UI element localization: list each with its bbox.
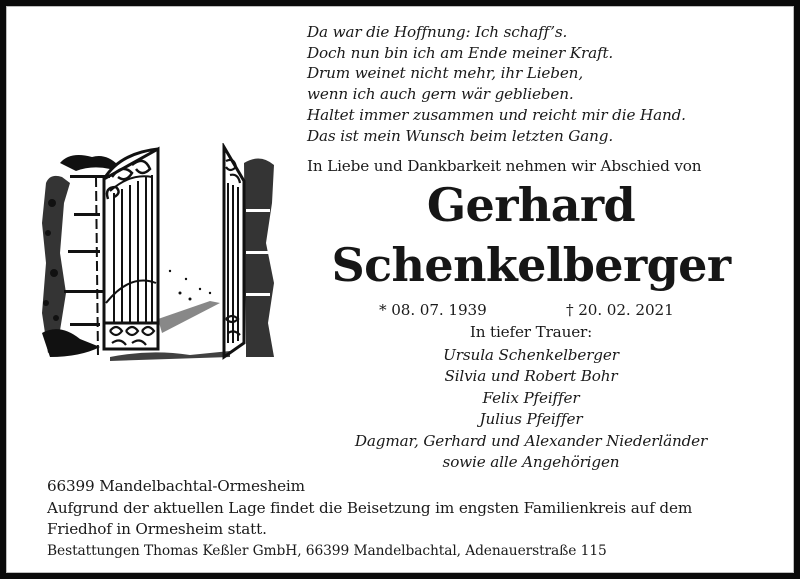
obituary-notice — [6, 6, 794, 573]
mourner-name: Ursula Schenkelberger — [443, 346, 619, 364]
mourner-name: sowie alle Angehörigen — [442, 453, 620, 471]
poem-line: Doch nun bin ich am Ende meiner Kraft. — [307, 44, 614, 62]
birth-date: * 08. 07. 1939 — [379, 301, 487, 319]
location: 66399 Mandelbachtal-Ormesheim — [47, 477, 305, 495]
mourner-name: Silvia und Robert Bohr — [444, 367, 618, 385]
burial-note-line: Aufgrund der aktuellen Lage findet die Beisetzung im engsten Familienkreis auf dem — [47, 499, 693, 517]
burial-note-line: Friedhof in Ormesheim statt. — [47, 520, 267, 538]
deceased-first-name: Gerhard — [426, 178, 636, 232]
undertaker-info: Bestattungen Thomas Keßler GmbH, 66399 Mandelbachtal, Adenauerstraße 115 — [47, 543, 607, 559]
mourner-name: Julius Pfeiffer — [479, 410, 583, 428]
open-gate-illustration-icon — [40, 143, 276, 367]
farewell-intro: In Liebe und Dankbarkeit nehmen wir Abschied von — [307, 157, 702, 175]
death-date: † 20. 02. 2021 — [566, 301, 674, 319]
poem-line: wenn ich auch gern wär geblieben. — [307, 85, 574, 103]
mourner-name: Felix Pfeiffer — [482, 389, 580, 407]
poem-line: Da war die Hoffnung: Ich schaff’s. — [307, 23, 568, 41]
mourning-heading: In tiefer Trauer: — [469, 323, 593, 341]
poem-line: Drum weinet nicht mehr, ihr Lieben, — [307, 64, 583, 82]
poem-line: Haltet immer zusammen und reicht mir die Hand. — [307, 106, 686, 124]
mourner-name: Dagmar, Gerhard und Alexander Niederländer — [354, 432, 708, 450]
poem-line: Das ist mein Wunsch beim letzten Gang. — [307, 127, 614, 145]
deceased-last-name: Schenkelberger — [331, 238, 731, 292]
